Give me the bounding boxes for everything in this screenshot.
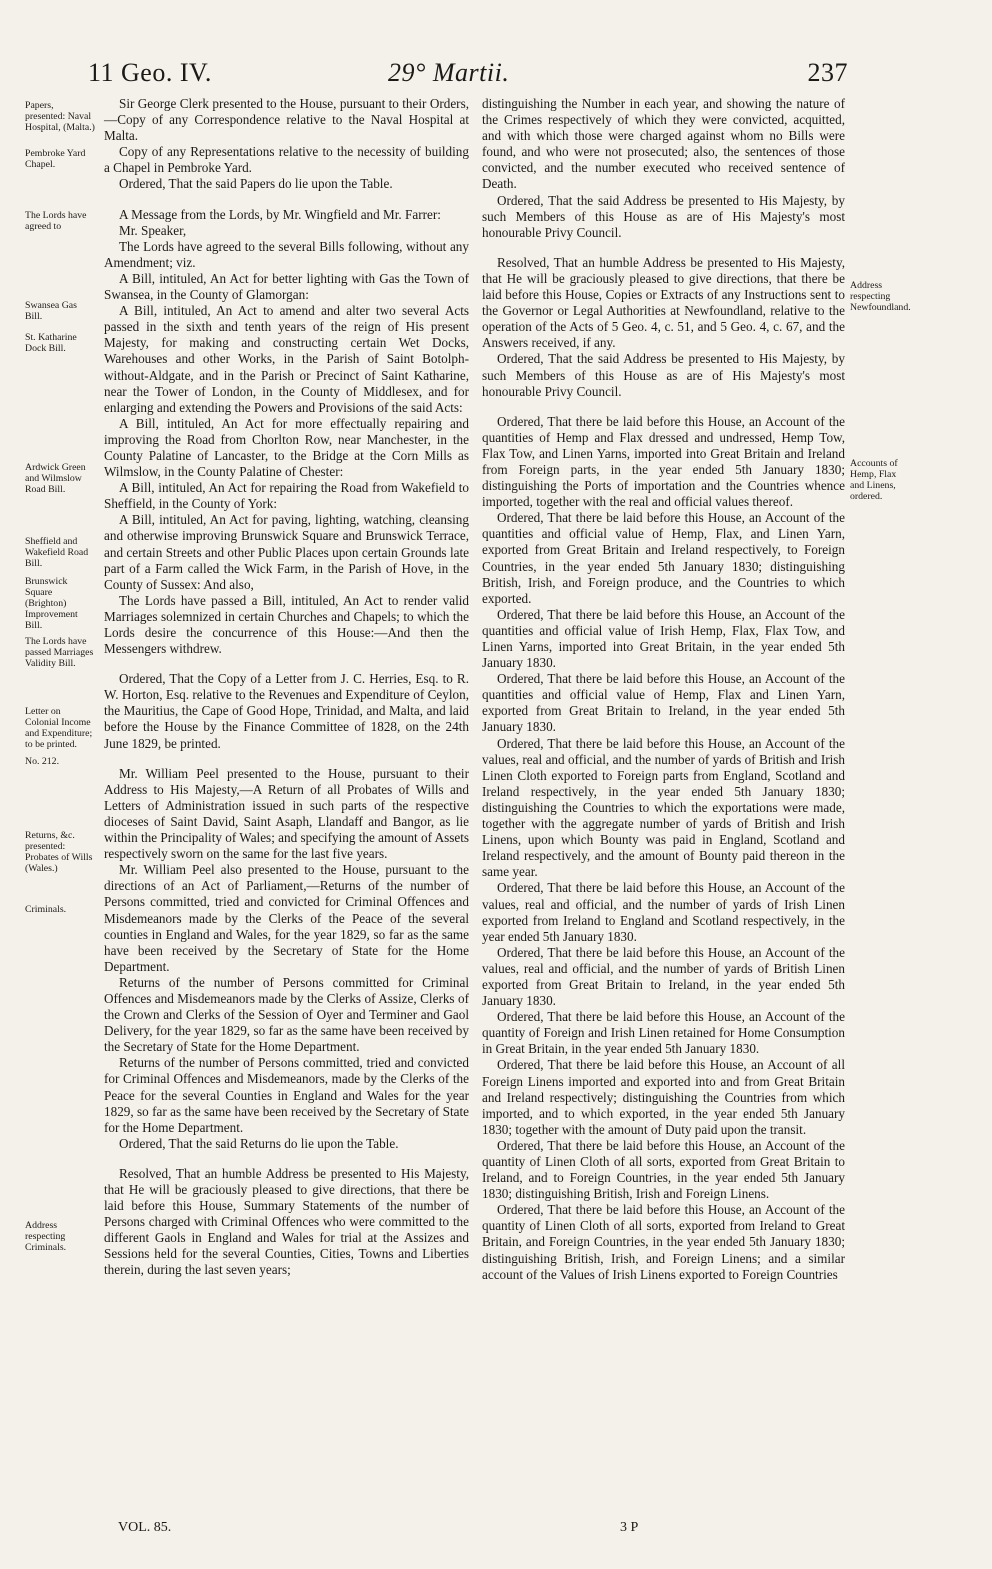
paragraph: Ordered, That there be laid before this House, an Account of the quantity of Linen Cloth of all sorts, exported from Ireland to Great Britain, and Foreign Countries, in the year ended 5th January 1830; distinguishing British, Irish, and Foreign Linens; and a similar account of the Values of Irish Linens exported to Foreign Countries: [482, 1202, 845, 1282]
margin-note: Brunswick Square (Brighton) Improvement Bill.: [25, 576, 78, 631]
paragraph: Copy of any Representations relative to the necessity of building a Chapel in Pembroke Yard.: [104, 144, 469, 176]
margin-note: Address respecting Criminals.: [25, 1220, 67, 1253]
paragraph: Returns of the number of Persons committed, tried and convicted for Criminal Offences and Misdemeanors, made by the Clerks of the Peace for the several Counties in England and Wales for the year 1829, so far as the same have been received by the Secretary of State for the Home Department.: [104, 1055, 469, 1135]
margin-note: The Lords have agreed to: [25, 210, 87, 232]
paragraph: Ordered, That the said Address be presented to His Majesty, by such Members of this House as are of His Majesty's most honourable Privy Council.: [482, 351, 845, 399]
margin-note: Accounts of Hemp, Flax and Linens, ordered.: [850, 458, 898, 502]
paragraph: Ordered, That there be laid before this House, an Account of the quantity of Foreign and Irish Linen retained for Home Consumption in Great Britain, in the year ended 5th January 1830.: [482, 1009, 845, 1057]
paragraph: The Lords have passed a Bill, intituled, An Act to render valid Marriages solemnized in certain Churches and Chapels; to which the Lords desire the concurrence of this House:—And then the Messengers withdrew.: [104, 592, 469, 657]
margin-note: Pembroke Yard Chapel.: [25, 148, 86, 170]
margin-note: Sheffield and Wakefield Road Bill.: [25, 536, 89, 569]
margin-note: Ardwick Green and Wilmslow Road Bill.: [25, 462, 86, 495]
paragraph: Ordered, That there be laid before this House, an Account of the quantity of Linen Cloth of all sorts, exported from Great Britain to Ireland, and to Foreign Countries, in the year ended 5th January 1830; distinguishing British, Irish and Foreign Linens.: [482, 1137, 845, 1202]
margin-note: Address respecting Newfoundland.: [850, 280, 911, 313]
page-header: [88, 58, 848, 92]
right-column: [482, 96, 845, 1283]
paragraph: distinguishing the Number in each year, and showing the nature of the Crimes respectively of which they were convicted, acquitted, and with which those were charged against whom no Bills were found, and who were not prosecuted; also, the sentences of those convicted, and the number executed who received sentence of Death.: [482, 96, 845, 192]
margin-note: St. Katharine Dock Bill.: [25, 332, 77, 354]
margin-note: Papers, presented: Naval Hospital, (Malta.): [25, 100, 95, 133]
paragraph: Ordered, That the said Address be presented to His Majesty, by such Members of this House as are of His Majesty's most honourable Privy Council.: [482, 192, 845, 240]
paragraph: Sir George Clerk presented to the House, pursuant to their Orders,—Copy of any Correspondence relative to the Naval Hospital at Malta.: [104, 96, 469, 144]
paragraph: A Bill, intituled, An Act for better lighting with Gas the Town of Swansea, in the County of Glamorgan:: [104, 270, 469, 303]
paragraph: Ordered, That the Copy of a Letter from J. C. Herries, Esq. to R. W. Horton, Esq. relative to the Revenues and Expenditure of Ceylon, the Mauritius, the Cape of Good Hope, Trinidad, and Malta, and laid before the House by the Finance Committee of 1828, on the 24th June 1829, be printed.: [104, 671, 469, 751]
paragraph: Ordered, That there be laid before this House, an Account of the quantities of Hemp and Flax dressed and undressed, Hemp Tow, Flax Tow, and Linen Yarns, imported into Great Britain and Ireland from Foreign parts, in the year ended 5th January 1830; distinguishing the Ports of importation and the Countries whence imported, together with the real and official values thereof.: [482, 413, 845, 510]
margin-note: Criminals.: [25, 904, 67, 915]
paragraph: A Bill, intituled, An Act for paving, lighting, watching, cleansing and otherwise improving Brunswick Square and Brunswick Terrace, and certain Streets and other Public Places upon certain Grounds late part of a Farm called the Wick Farm, in the Parish of Hove, in the County of Sussex: And also,: [104, 512, 469, 592]
left-column: [104, 96, 469, 1279]
paragraph: Returns of the number of Persons committed for Criminal Offences and Misdemeanors made by the Clerks of Assize, Clerks of the Crown and Clerks of the Session of Oyer and Terminer and Gaol Delivery, for the year 1829, so far as the same have been received by the Secretary of State for the Home Department.: [104, 974, 469, 1055]
paragraph: A Bill, intituled, An Act for more effectually repairing and improving the Road from Chorlton Row, near Manchester, in the County Palatine of Lancaster, to the Bridge at the Corn Mills as Wilmslow, in the County Palatine of Chester:: [104, 415, 469, 480]
margin-note: Returns, &c. presented: Probates of Wills (Wales.): [25, 830, 93, 874]
margin-note: No. 212.: [25, 756, 60, 767]
signature-mark: 3 P: [620, 1520, 639, 1535]
running-head-left: 11 Geo. IV.: [88, 58, 212, 87]
page-body: [0, 96, 992, 1536]
paragraph: Ordered, That there be laid before this House, an Account of the values, real and official, and the number of yards of Irish Linen exported from Ireland to England and Scotland respectively, in the year ended 5th January 1830.: [482, 880, 845, 944]
paragraph: Ordered, That there be laid before this House, an Account of the values, real and official, and the number of yards of British Linen exported from Great Britain to Ireland, in the year ended 5th January 1830.: [482, 944, 845, 1009]
paragraph: Mr. William Peel also presented to the House, pursuant to the directions of an Act of Parliament,—Returns of the number of Persons committed, tried and convicted for Criminal Offences and Misdemeanors made by the Clerks of the Peace of the several counties in England and Wales, for the year 1829, so far as the same have been received by the Secretary of State for the Home Department.: [104, 862, 469, 974]
paragraph: Ordered, That there be laid before this House, an Account of all Foreign Linens imported and exported into and from Great Britain and Ireland respectively; distinguishing the Countries from which imported, and to which exported, in the year ended 5th January 1830; together with the amount of Duty paid upon the transit.: [482, 1057, 845, 1137]
paragraph: Mr. Speaker,: [119, 222, 187, 238]
paragraph: Ordered, That there be laid before this House, an Account of the quantities and official value of Irish Hemp, Flax, Flax Tow, and Linen Yarns, imported into Great Britain, in the year ended 5th January 1830.: [482, 606, 845, 671]
page-number: 237: [807, 58, 848, 87]
paragraph: Resolved, That an humble Address be presented to His Majesty, that He will be graciously pleased to give directions, that there be laid before this House, Summary Statements of the number of Persons charged with Criminal Offences who were committed to the different Gaols in England and Wales for trial at the Assizes and Sessions held for the several Counties, Cities, Towns and Liberties therein, during the last seven years;: [104, 1165, 469, 1278]
paragraph: The Lords have agreed to the several Bills following, without any Amendment; viz.: [104, 238, 469, 270]
volume-footer: VOL. 85.: [118, 1520, 172, 1535]
paragraph: A Message from the Lords, by Mr. Wingfield and Mr. Farrer:: [119, 206, 441, 222]
paragraph: A Bill, intituled, An Act to amend and alter two several Acts passed in the sixth and tenth years of the reign of His present Majesty, for making and constructing certain Wet Docks, Warehouses and other Works, in the Parish of Saint Botolph-without-Aldgate, and in the Parish or Precinct of Saint Katharine, near the Tower of London, in the County of Middlesex, and for enlarging and extending the Powers and Provisions of the said Acts:: [104, 303, 469, 415]
running-head-date: 29° Martii.: [388, 58, 510, 87]
margin-note: The Lords have passed Marriages Validity Bill.: [25, 636, 94, 669]
paragraph: Ordered, That the said Returns do lie upon the Table.: [119, 1135, 399, 1151]
margin-note: Swansea Gas Bill.: [25, 300, 77, 322]
paragraph: Ordered, That the said Papers do lie upon the Table.: [119, 176, 393, 192]
paragraph: Ordered, That there be laid before this House, an Account of the quantities and official value of Hemp, Flax and Linen Yarn, exported from Great Britain to Ireland, in the year ended 5th January 1830.: [482, 671, 845, 735]
paragraph: A Bill, intituled, An Act for repairing the Road from Wakefield to Sheffield, in the County of York:: [104, 480, 469, 512]
paragraph: Resolved, That an humble Address be presented to His Majesty, that He will be graciously pleased to give directions, that there be laid before this House, Copies or Extracts of any Instructions sent to the Governor or Legal Authorities at Newfoundland, relative to the operation of the Acts of 5 Geo. 4, c. 51, and 5 Geo. 4, c. 67, and the Answers received, if any.: [482, 254, 845, 351]
paragraph: Mr. William Peel presented to the House, pursuant to their Address to His Majesty,—A Return of all Probates of Wills and Letters of Administration issued in such parts of the respective dioceses of Saint David, Saint Asaph, Llandaff and Bangor, as lie within the Principality of Wales; and specifying the amount of Assets respectively sworn on the same for the last five years.: [104, 765, 469, 862]
paragraph: Ordered, That there be laid before this House, an Account of the values, real and official, and the number of yards of British and Irish Linen Cloth exported to Foreign parts from England, Scotland and Ireland respectively, in the year ended 5th January 1830; distinguishing the Countries to which the exportations were made, together with the aggregate number of yards of British and Irish Linens, upon which Bounty was paid in England, Scotland and Ireland respectively, and the amount of Bounty paid thereon in the same year.: [482, 735, 845, 880]
margin-note: Letter on Colonial Income and Expenditure; to be printed.: [25, 706, 93, 750]
paragraph: Ordered, That there be laid before this House, an Account of the quantities and official value of Hemp, Flax, and Linen Yarn, exported from Great Britain and Ireland respectively, to Foreign Countries, in the year ended 5th January 1830; distinguishing British, Irish, and Foreign produce, and the Countries to which exported.: [482, 510, 845, 606]
